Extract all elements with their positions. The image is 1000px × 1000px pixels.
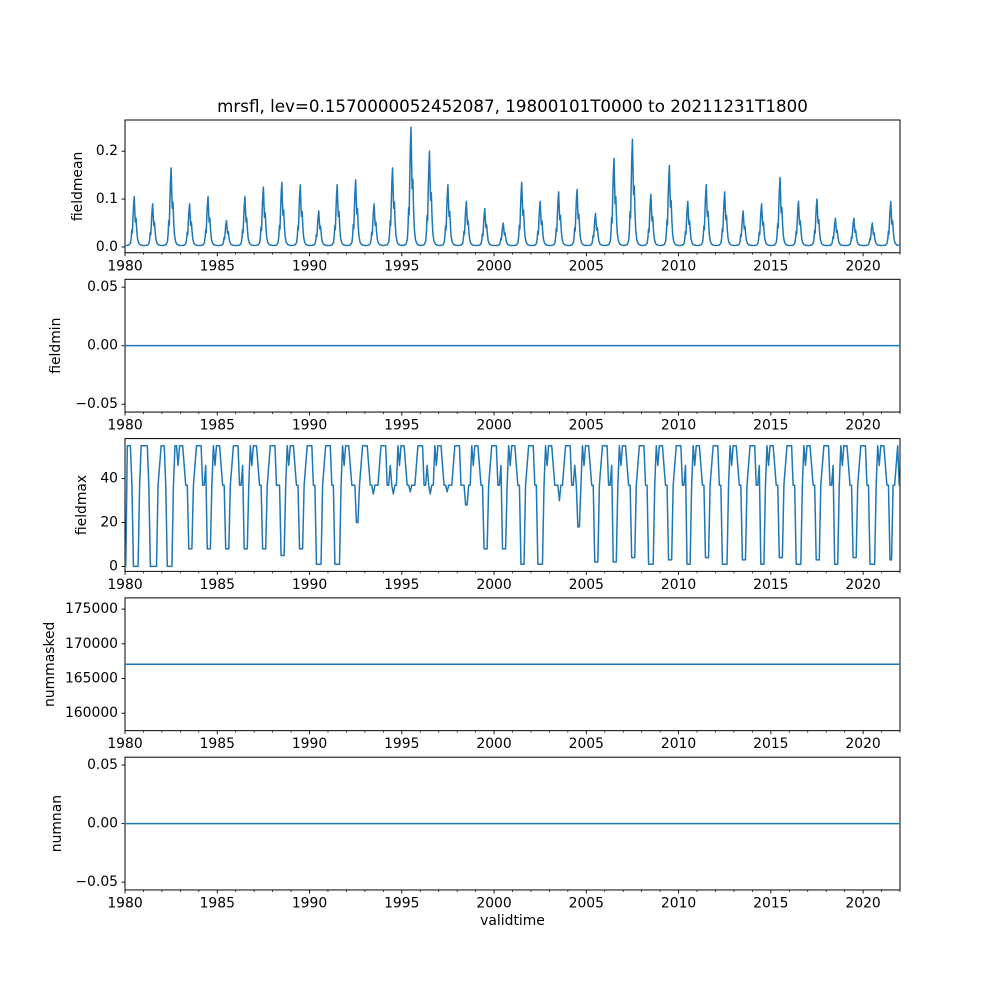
x-tick-label: 2010 bbox=[660, 576, 697, 593]
x-tick-label: 2020 bbox=[845, 736, 881, 753]
x-tick-label: 2000 bbox=[476, 417, 512, 434]
subplot-fieldmean bbox=[70, 120, 900, 274]
subplot-numnan bbox=[49, 757, 900, 911]
y-tick-label: 0 bbox=[109, 558, 118, 575]
y-tick-label: 160000 bbox=[64, 705, 118, 722]
x-tick-label: 2000 bbox=[476, 258, 512, 275]
x-tick-label: 2000 bbox=[476, 576, 512, 593]
x-tick-label: 2005 bbox=[568, 576, 604, 593]
x-tick-label: 1985 bbox=[199, 895, 235, 912]
data-line-fieldmean bbox=[125, 127, 900, 245]
x-tick-label: 2015 bbox=[753, 895, 789, 912]
y-tick-label: 0.00 bbox=[87, 815, 118, 832]
y-tick-label: 0.2 bbox=[95, 143, 118, 160]
x-tick-label: 1990 bbox=[291, 258, 328, 275]
y-tick-label: 175000 bbox=[64, 601, 118, 618]
x-tick-label: 1985 bbox=[199, 417, 235, 434]
x-tick-label: 1990 bbox=[291, 895, 328, 912]
x-tick-label: 1980 bbox=[107, 895, 143, 912]
subplot-fieldmax bbox=[74, 439, 900, 593]
subplot-panels bbox=[42, 120, 900, 911]
x-tick-label: 1990 bbox=[291, 576, 328, 593]
x-tick-label: 2010 bbox=[660, 895, 697, 912]
y-tick-label: 170000 bbox=[64, 635, 118, 652]
x-tick-label: 2000 bbox=[476, 736, 512, 753]
y-axis-label: fieldmean bbox=[70, 151, 86, 222]
y-axis-label: numnan bbox=[49, 794, 65, 853]
x-tick-label: 2005 bbox=[568, 895, 604, 912]
x-tick-label: 1985 bbox=[199, 576, 235, 593]
x-tick-label: 1980 bbox=[107, 417, 143, 434]
y-tick-label: 20 bbox=[100, 514, 118, 531]
x-tick-label: 1985 bbox=[199, 258, 235, 275]
x-tick-label: 2015 bbox=[753, 258, 789, 275]
x-tick-label: 1990 bbox=[291, 417, 328, 434]
data-line-fieldmax bbox=[126, 446, 899, 567]
figure-title: mrsfl, lev=0.1570000052452087, 19800101T0000 to 20211231T1800 bbox=[217, 96, 808, 116]
y-tick-label: 40 bbox=[100, 470, 118, 487]
x-tick-label: 2010 bbox=[660, 736, 697, 753]
y-tick-label: 0.05 bbox=[87, 279, 118, 296]
x-tick-label: 1995 bbox=[384, 576, 420, 593]
y-tick-label: −0.05 bbox=[75, 874, 118, 891]
x-tick-label: 2010 bbox=[660, 258, 697, 275]
y-axis-label: fieldmin bbox=[48, 317, 64, 374]
y-tick-label: −0.05 bbox=[75, 396, 118, 413]
x-tick-label: 2020 bbox=[845, 576, 881, 593]
x-tick-label: 1980 bbox=[107, 736, 143, 753]
y-tick-label: 0.0 bbox=[95, 238, 118, 255]
x-tick-label: 2005 bbox=[568, 736, 604, 753]
y-axis-label: fieldmax bbox=[74, 474, 90, 536]
y-tick-label: 165000 bbox=[64, 670, 118, 687]
x-tick-label: 1995 bbox=[384, 895, 420, 912]
x-tick-label: 2020 bbox=[845, 895, 881, 912]
y-tick-label: 0.05 bbox=[87, 757, 118, 774]
y-tick-label: 0.1 bbox=[95, 191, 118, 208]
subplot-nummasked bbox=[42, 598, 900, 752]
subplot-fieldmin bbox=[48, 279, 900, 433]
x-tick-label: 1995 bbox=[384, 736, 420, 753]
x-tick-label: 2000 bbox=[476, 895, 512, 912]
x-tick-label: 2010 bbox=[660, 417, 697, 434]
y-axis-label: nummasked bbox=[42, 621, 58, 707]
x-tick-label: 2005 bbox=[568, 417, 604, 434]
x-tick-label: 2015 bbox=[753, 576, 789, 593]
x-tick-label: 1985 bbox=[199, 736, 235, 753]
x-tick-label: 1995 bbox=[384, 417, 420, 434]
x-tick-label: 2005 bbox=[568, 258, 604, 275]
x-tick-label: 1990 bbox=[291, 736, 328, 753]
x-tick-label: 1980 bbox=[107, 258, 143, 275]
y-tick-label: 0.00 bbox=[87, 337, 118, 354]
x-tick-label: 1995 bbox=[384, 258, 420, 275]
x-axis-label: validtime bbox=[480, 913, 545, 929]
x-tick-label: 2020 bbox=[845, 258, 881, 275]
x-tick-label: 1980 bbox=[107, 576, 143, 593]
x-tick-label: 2015 bbox=[753, 736, 789, 753]
x-tick-label: 2020 bbox=[845, 417, 881, 434]
x-tick-label: 2015 bbox=[753, 417, 789, 434]
